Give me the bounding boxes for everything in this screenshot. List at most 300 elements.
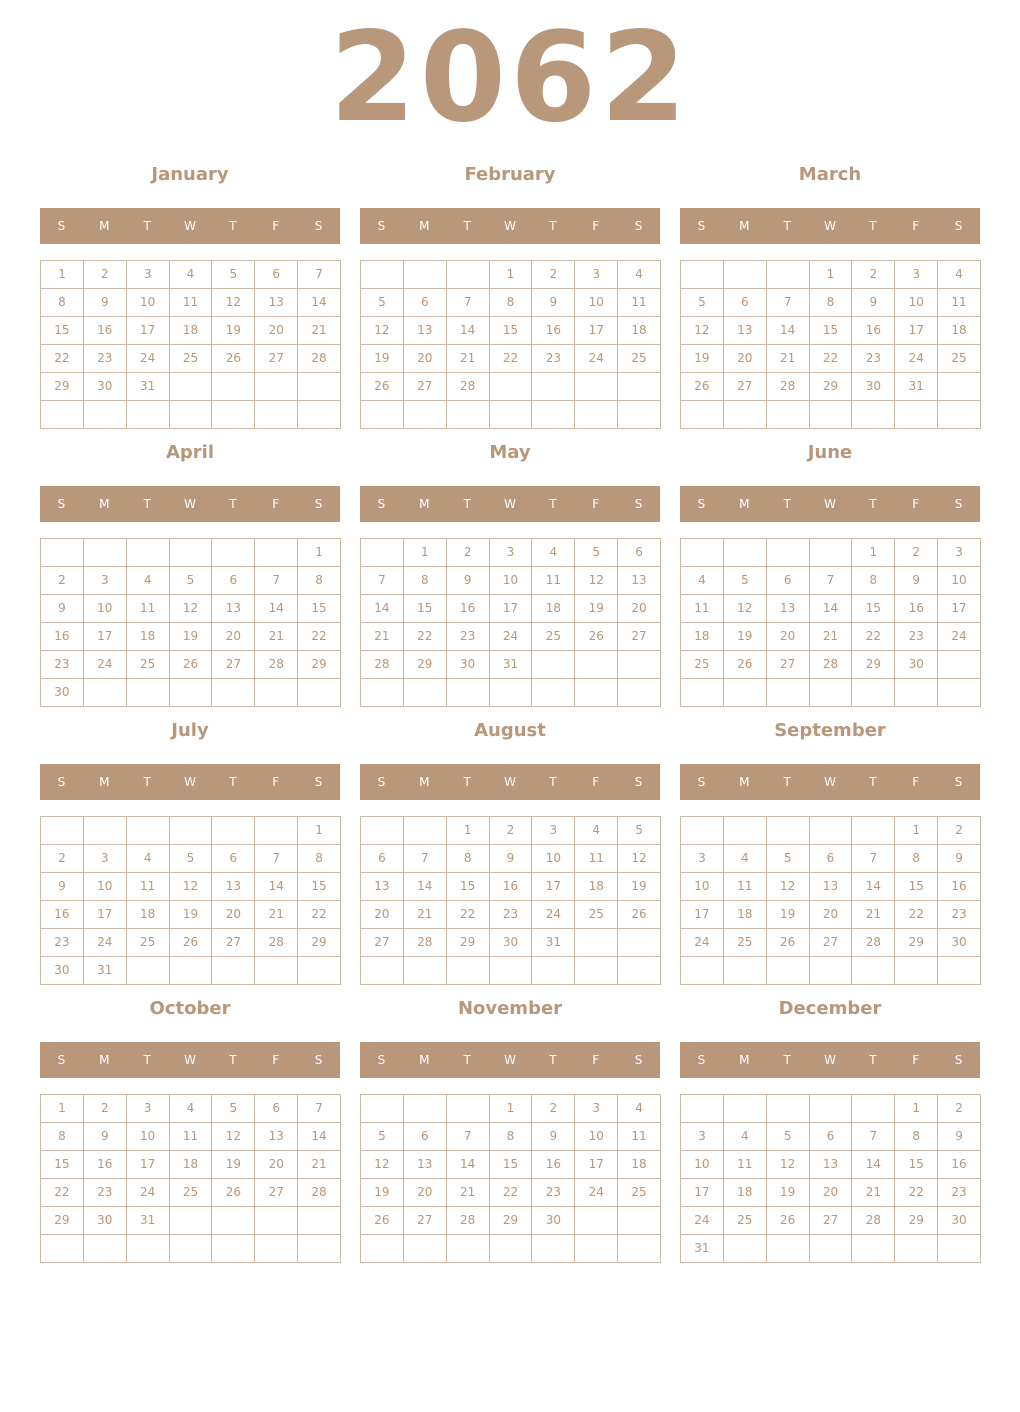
day-cell: 14 xyxy=(447,1151,490,1179)
day-cell xyxy=(810,539,853,567)
day-cell: 8 xyxy=(852,567,895,595)
day-cell xyxy=(852,817,895,845)
weekday-label: F xyxy=(272,219,280,233)
day-cell xyxy=(298,373,341,401)
day-cell xyxy=(724,1095,767,1123)
day-cell: 25 xyxy=(127,651,170,679)
weekday-label: F xyxy=(272,1053,280,1067)
day-cell xyxy=(127,957,170,985)
day-cell: 26 xyxy=(212,345,255,373)
month-name: May xyxy=(489,442,531,463)
day-cell: 15 xyxy=(41,1151,84,1179)
day-cell: 25 xyxy=(170,1179,213,1207)
day-cell: 31 xyxy=(681,1235,724,1263)
day-grid xyxy=(680,816,981,985)
day-cell: 29 xyxy=(298,651,341,679)
day-cell: 18 xyxy=(170,317,213,345)
day-cell: 23 xyxy=(447,623,490,651)
day-cell: 12 xyxy=(767,1151,810,1179)
day-cell: 9 xyxy=(447,567,490,595)
day-cell: 16 xyxy=(41,623,84,651)
day-cell: 21 xyxy=(255,623,298,651)
weekday-header xyxy=(680,486,980,522)
day-cell: 7 xyxy=(298,1095,341,1123)
day-cell: 26 xyxy=(361,1207,404,1235)
day-cell: 2 xyxy=(490,817,533,845)
day-cell xyxy=(575,1235,618,1263)
day-cell xyxy=(447,679,490,707)
weekday-label: S xyxy=(377,775,386,789)
day-cell: 6 xyxy=(255,261,298,289)
day-cell xyxy=(618,401,661,429)
day-cell: 3 xyxy=(575,261,618,289)
day-grid xyxy=(40,816,341,985)
day-cell: 11 xyxy=(681,595,724,623)
day-cell: 15 xyxy=(298,595,341,623)
weekday-header xyxy=(40,486,340,522)
day-cell: 28 xyxy=(767,373,810,401)
day-cell xyxy=(404,1235,447,1263)
day-cell xyxy=(255,1235,298,1263)
day-cell: 7 xyxy=(361,567,404,595)
day-cell: 11 xyxy=(532,567,575,595)
day-cell xyxy=(895,401,938,429)
day-cell: 5 xyxy=(681,289,724,317)
month-name: April xyxy=(165,442,215,463)
day-cell: 14 xyxy=(852,873,895,901)
day-cell: 17 xyxy=(532,873,575,901)
day-cell: 24 xyxy=(681,929,724,957)
day-cell: 11 xyxy=(127,873,170,901)
day-cell: 14 xyxy=(255,595,298,623)
day-cell xyxy=(490,401,533,429)
day-cell xyxy=(84,817,127,845)
weekday-header xyxy=(40,208,340,244)
day-cell xyxy=(447,1235,490,1263)
day-cell xyxy=(490,1235,533,1263)
day-cell: 16 xyxy=(532,317,575,345)
day-cell: 12 xyxy=(361,317,404,345)
day-cell: 22 xyxy=(895,901,938,929)
day-cell: 12 xyxy=(575,567,618,595)
day-cell xyxy=(810,1235,853,1263)
weekday-label: S xyxy=(697,219,706,233)
day-cell xyxy=(767,539,810,567)
weekday-label: T xyxy=(869,219,877,233)
weekday-label: T xyxy=(143,219,151,233)
day-cell: 8 xyxy=(41,1123,84,1151)
day-cell: 29 xyxy=(895,1207,938,1235)
day-cell: 30 xyxy=(938,929,981,957)
day-cell: 13 xyxy=(212,873,255,901)
day-cell xyxy=(724,539,767,567)
weekday-label: S xyxy=(314,1053,323,1067)
day-cell: 23 xyxy=(852,345,895,373)
day-cell: 2 xyxy=(41,567,84,595)
day-cell: 17 xyxy=(938,595,981,623)
day-cell xyxy=(170,957,213,985)
day-cell xyxy=(618,929,661,957)
day-cell xyxy=(681,539,724,567)
day-cell: 4 xyxy=(532,539,575,567)
day-cell: 30 xyxy=(532,1207,575,1235)
day-cell: 23 xyxy=(84,345,127,373)
day-cell xyxy=(532,373,575,401)
weekday-label: S xyxy=(954,1053,963,1067)
day-cell xyxy=(41,401,84,429)
day-cell: 31 xyxy=(127,373,170,401)
weekday-label: T xyxy=(783,775,791,789)
weekday-label: M xyxy=(739,775,750,789)
day-cell xyxy=(404,679,447,707)
day-cell: 23 xyxy=(532,1179,575,1207)
day-cell xyxy=(404,817,447,845)
weekday-label: S xyxy=(697,497,706,511)
day-cell: 12 xyxy=(361,1151,404,1179)
day-cell: 3 xyxy=(127,1095,170,1123)
day-cell: 5 xyxy=(575,539,618,567)
day-grid xyxy=(40,538,341,707)
day-grid xyxy=(680,538,981,707)
day-cell: 2 xyxy=(41,845,84,873)
day-cell: 29 xyxy=(490,1207,533,1235)
day-grid xyxy=(360,260,661,429)
day-cell: 21 xyxy=(852,1179,895,1207)
day-cell: 2 xyxy=(938,1095,981,1123)
day-cell: 21 xyxy=(298,317,341,345)
weekday-label: S xyxy=(314,219,323,233)
day-cell xyxy=(767,679,810,707)
day-cell: 9 xyxy=(532,1123,575,1151)
day-cell: 4 xyxy=(575,817,618,845)
day-cell: 8 xyxy=(810,289,853,317)
day-cell: 16 xyxy=(84,1151,127,1179)
day-cell: 9 xyxy=(532,289,575,317)
day-cell: 26 xyxy=(170,651,213,679)
day-cell xyxy=(681,261,724,289)
day-cell: 21 xyxy=(447,1179,490,1207)
weekday-label: S xyxy=(634,497,643,511)
weekday-label: M xyxy=(419,775,430,789)
weekday-header xyxy=(680,1042,980,1078)
day-cell: 17 xyxy=(681,1179,724,1207)
day-cell: 27 xyxy=(404,373,447,401)
weekday-label: S xyxy=(954,775,963,789)
day-cell: 23 xyxy=(41,929,84,957)
month-name: January xyxy=(151,164,229,185)
day-cell: 27 xyxy=(361,929,404,957)
day-cell: 6 xyxy=(724,289,767,317)
day-cell: 7 xyxy=(447,289,490,317)
day-cell xyxy=(212,539,255,567)
weekday-header xyxy=(680,764,980,800)
day-grid xyxy=(360,816,661,985)
day-cell: 13 xyxy=(404,317,447,345)
day-cell: 5 xyxy=(361,289,404,317)
day-cell: 4 xyxy=(681,567,724,595)
day-cell: 6 xyxy=(404,289,447,317)
day-cell: 13 xyxy=(810,873,853,901)
day-cell: 11 xyxy=(938,289,981,317)
weekday-label: S xyxy=(634,219,643,233)
day-cell: 1 xyxy=(41,1095,84,1123)
day-cell: 3 xyxy=(895,261,938,289)
day-cell: 1 xyxy=(490,261,533,289)
day-cell: 15 xyxy=(41,317,84,345)
day-cell: 6 xyxy=(767,567,810,595)
day-cell: 13 xyxy=(255,289,298,317)
day-cell: 12 xyxy=(618,845,661,873)
day-cell xyxy=(938,679,981,707)
day-cell: 22 xyxy=(41,1179,84,1207)
day-cell xyxy=(810,957,853,985)
day-cell: 30 xyxy=(938,1207,981,1235)
day-cell xyxy=(938,651,981,679)
day-cell xyxy=(532,679,575,707)
day-cell: 1 xyxy=(895,1095,938,1123)
day-cell xyxy=(84,539,127,567)
day-cell: 25 xyxy=(681,651,724,679)
day-cell: 21 xyxy=(361,623,404,651)
weekday-label: T xyxy=(869,1053,877,1067)
day-cell xyxy=(938,401,981,429)
day-cell: 28 xyxy=(852,929,895,957)
day-cell xyxy=(810,817,853,845)
day-cell xyxy=(127,539,170,567)
day-cell: 10 xyxy=(575,1123,618,1151)
day-cell: 3 xyxy=(127,261,170,289)
day-cell: 18 xyxy=(681,623,724,651)
day-cell: 1 xyxy=(41,261,84,289)
day-cell: 23 xyxy=(84,1179,127,1207)
day-cell: 21 xyxy=(255,901,298,929)
day-cell: 15 xyxy=(447,873,490,901)
day-cell: 28 xyxy=(298,345,341,373)
day-cell: 6 xyxy=(212,567,255,595)
day-cell: 20 xyxy=(361,901,404,929)
weekday-header xyxy=(360,208,660,244)
day-cell: 12 xyxy=(170,595,213,623)
day-cell: 5 xyxy=(361,1123,404,1151)
day-cell: 6 xyxy=(212,845,255,873)
day-cell: 17 xyxy=(84,623,127,651)
day-cell: 31 xyxy=(127,1207,170,1235)
day-cell: 4 xyxy=(618,261,661,289)
day-cell: 7 xyxy=(255,567,298,595)
day-cell: 6 xyxy=(810,1123,853,1151)
day-cell xyxy=(212,957,255,985)
weekday-header xyxy=(680,208,980,244)
day-cell xyxy=(618,679,661,707)
day-cell: 1 xyxy=(404,539,447,567)
month-name: October xyxy=(149,998,231,1019)
day-cell: 7 xyxy=(852,845,895,873)
day-cell: 17 xyxy=(127,317,170,345)
day-grid xyxy=(40,1094,341,1263)
day-cell: 19 xyxy=(724,623,767,651)
day-cell: 8 xyxy=(895,1123,938,1151)
day-cell: 18 xyxy=(618,317,661,345)
day-cell xyxy=(361,957,404,985)
day-cell: 13 xyxy=(255,1123,298,1151)
day-cell: 24 xyxy=(938,623,981,651)
day-cell: 24 xyxy=(532,901,575,929)
day-cell xyxy=(298,401,341,429)
day-cell: 14 xyxy=(447,317,490,345)
day-cell: 31 xyxy=(84,957,127,985)
day-cell: 2 xyxy=(895,539,938,567)
weekday-label: T xyxy=(229,219,237,233)
day-cell: 10 xyxy=(532,845,575,873)
day-cell: 28 xyxy=(255,929,298,957)
day-cell: 13 xyxy=(810,1151,853,1179)
day-cell: 20 xyxy=(404,1179,447,1207)
day-cell xyxy=(212,1235,255,1263)
day-cell: 3 xyxy=(490,539,533,567)
day-cell xyxy=(724,1235,767,1263)
day-cell: 25 xyxy=(170,345,213,373)
day-cell: 18 xyxy=(127,623,170,651)
day-cell xyxy=(212,1207,255,1235)
day-cell: 20 xyxy=(724,345,767,373)
day-cell: 16 xyxy=(938,1151,981,1179)
day-cell: 27 xyxy=(255,1179,298,1207)
day-cell xyxy=(681,1095,724,1123)
day-cell xyxy=(767,957,810,985)
day-cell: 2 xyxy=(84,261,127,289)
day-cell: 13 xyxy=(618,567,661,595)
day-cell: 20 xyxy=(255,317,298,345)
day-cell: 4 xyxy=(618,1095,661,1123)
day-cell: 15 xyxy=(895,873,938,901)
day-cell xyxy=(532,1235,575,1263)
day-cell xyxy=(255,373,298,401)
day-cell: 28 xyxy=(298,1179,341,1207)
day-cell: 11 xyxy=(575,845,618,873)
day-cell xyxy=(767,1095,810,1123)
day-cell: 12 xyxy=(212,1123,255,1151)
day-cell: 19 xyxy=(361,1179,404,1207)
day-cell: 16 xyxy=(41,901,84,929)
day-cell xyxy=(810,401,853,429)
day-cell: 1 xyxy=(810,261,853,289)
weekday-label: F xyxy=(592,775,600,789)
day-cell: 10 xyxy=(127,289,170,317)
weekday-label: T xyxy=(463,497,471,511)
day-cell xyxy=(767,817,810,845)
day-cell: 14 xyxy=(298,289,341,317)
weekday-label: T xyxy=(549,775,557,789)
day-cell xyxy=(618,1207,661,1235)
day-cell xyxy=(490,679,533,707)
day-cell xyxy=(84,401,127,429)
day-cell: 2 xyxy=(84,1095,127,1123)
day-cell: 16 xyxy=(895,595,938,623)
day-cell: 10 xyxy=(938,567,981,595)
day-cell xyxy=(447,1095,490,1123)
day-cell: 9 xyxy=(852,289,895,317)
day-cell xyxy=(255,1207,298,1235)
day-cell: 2 xyxy=(532,261,575,289)
day-cell: 18 xyxy=(724,1179,767,1207)
day-cell xyxy=(404,957,447,985)
day-cell: 21 xyxy=(767,345,810,373)
day-cell: 1 xyxy=(298,539,341,567)
day-cell xyxy=(681,679,724,707)
weekday-label: F xyxy=(592,219,600,233)
day-cell: 11 xyxy=(618,289,661,317)
day-cell: 14 xyxy=(767,317,810,345)
day-cell xyxy=(852,401,895,429)
day-cell xyxy=(361,261,404,289)
day-cell: 10 xyxy=(84,595,127,623)
day-cell: 11 xyxy=(724,873,767,901)
day-cell xyxy=(212,679,255,707)
day-cell: 7 xyxy=(767,289,810,317)
day-cell: 30 xyxy=(41,679,84,707)
day-cell: 15 xyxy=(298,873,341,901)
day-cell: 17 xyxy=(681,901,724,929)
day-cell xyxy=(255,401,298,429)
day-cell: 15 xyxy=(852,595,895,623)
day-cell: 5 xyxy=(212,261,255,289)
weekday-label: S xyxy=(634,775,643,789)
day-cell: 12 xyxy=(724,595,767,623)
day-cell: 21 xyxy=(298,1151,341,1179)
weekday-label: W xyxy=(824,497,836,511)
day-cell: 17 xyxy=(84,901,127,929)
weekday-label: M xyxy=(739,1053,750,1067)
day-cell xyxy=(127,1235,170,1263)
day-cell xyxy=(298,1235,341,1263)
day-cell: 29 xyxy=(852,651,895,679)
weekday-label: W xyxy=(184,775,196,789)
day-cell: 6 xyxy=(255,1095,298,1123)
day-cell: 26 xyxy=(212,1179,255,1207)
weekday-label: T xyxy=(463,219,471,233)
weekday-label: T xyxy=(549,219,557,233)
day-cell: 8 xyxy=(404,567,447,595)
weekday-label: T xyxy=(229,497,237,511)
day-cell xyxy=(361,1235,404,1263)
day-grid xyxy=(40,260,341,429)
day-cell: 4 xyxy=(724,1123,767,1151)
day-cell: 10 xyxy=(681,873,724,901)
day-cell: 21 xyxy=(852,901,895,929)
day-cell xyxy=(618,1235,661,1263)
day-cell: 9 xyxy=(938,1123,981,1151)
day-cell: 8 xyxy=(895,845,938,873)
day-cell: 14 xyxy=(404,873,447,901)
day-cell: 2 xyxy=(938,817,981,845)
day-cell: 17 xyxy=(490,595,533,623)
day-cell xyxy=(938,957,981,985)
day-cell: 9 xyxy=(895,567,938,595)
day-cell: 10 xyxy=(895,289,938,317)
day-cell xyxy=(938,373,981,401)
day-cell xyxy=(852,1235,895,1263)
day-cell xyxy=(361,1095,404,1123)
day-cell xyxy=(170,401,213,429)
day-cell: 7 xyxy=(255,845,298,873)
day-cell: 6 xyxy=(404,1123,447,1151)
weekday-header xyxy=(360,764,660,800)
day-cell: 15 xyxy=(404,595,447,623)
day-cell xyxy=(575,401,618,429)
day-cell: 30 xyxy=(895,651,938,679)
day-cell: 20 xyxy=(255,1151,298,1179)
day-cell xyxy=(618,651,661,679)
